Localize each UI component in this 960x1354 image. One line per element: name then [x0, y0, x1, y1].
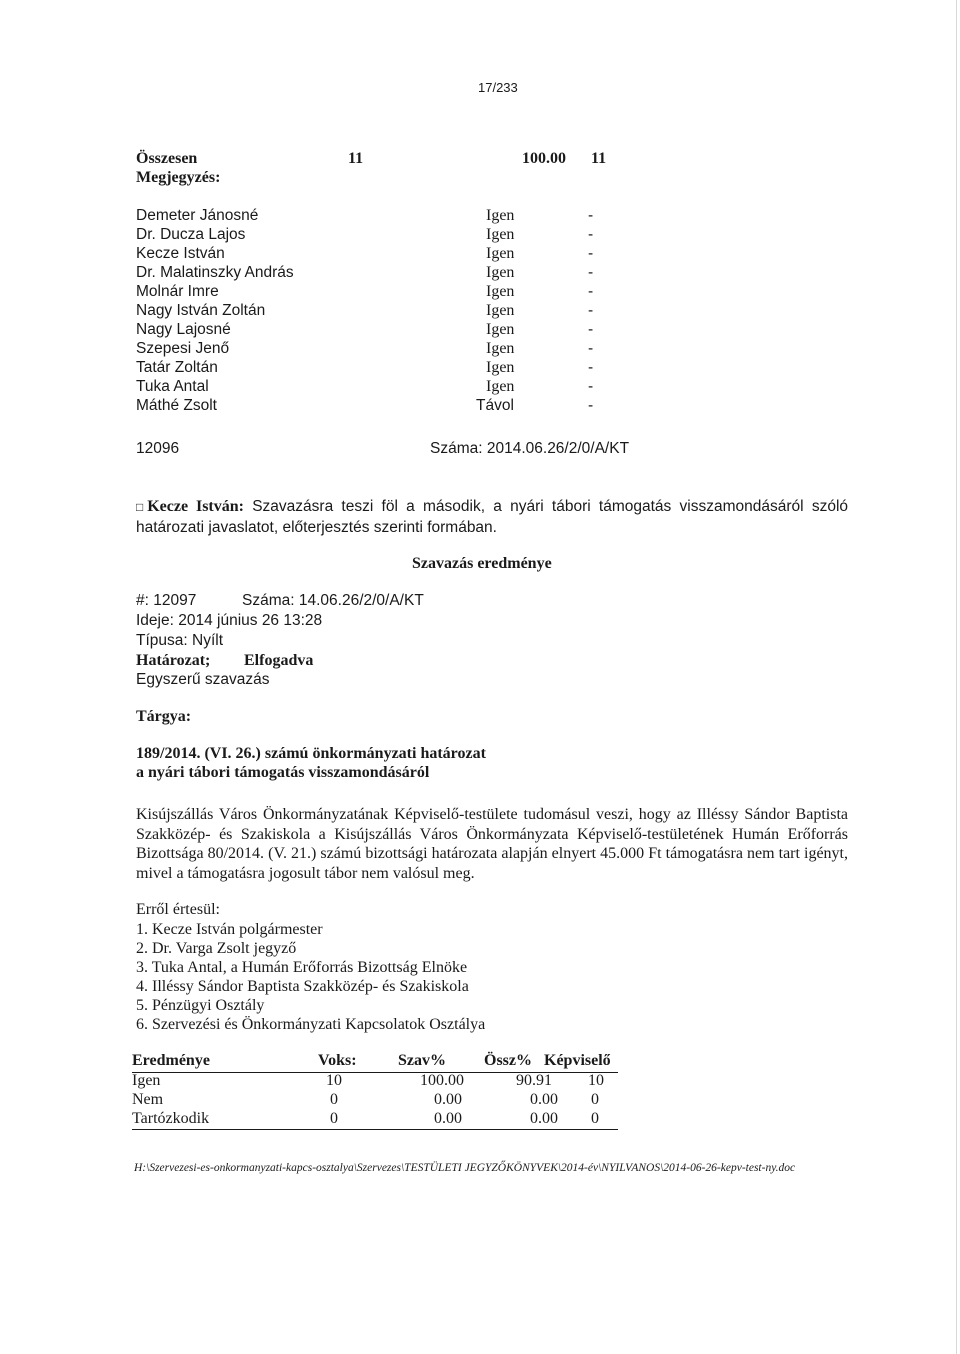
voter-name: Nagy István Zoltán [136, 302, 266, 319]
header-total-percent: Össz% [484, 1052, 532, 1069]
cell-representative: 10 [588, 1072, 604, 1089]
recipient-item: 2. Dr. Varga Zsolt jegyző [136, 940, 297, 957]
vote-mark: - [588, 302, 594, 319]
voter-name: Molnár Imre [136, 283, 219, 300]
vote-mark: - [588, 226, 594, 243]
vote-mark: - [588, 321, 594, 338]
cell-votes: 0 [330, 1091, 338, 1108]
cell-vote-percent: 0.00 [434, 1110, 462, 1127]
vote-row [136, 245, 616, 264]
cell-vote-percent: 0.00 [434, 1091, 462, 1108]
vote-result-number: Száma: 14.06.26/2/0/A/KT [242, 592, 424, 609]
cell-representative: 0 [591, 1091, 599, 1108]
vote-mark: - [588, 264, 594, 281]
vote-value: Igen [486, 264, 515, 281]
vote-result-date: Ideje: 2014 június 26 13:28 [136, 612, 323, 629]
cell-result: Igen [132, 1072, 161, 1089]
results-header [132, 1052, 618, 1073]
table-row [132, 1110, 618, 1130]
record-id: 12096 [136, 440, 180, 457]
voter-name: Dr. Malatinszky András [136, 264, 294, 281]
cell-vote-percent: 100.00 [420, 1072, 464, 1089]
total-count: 11 [348, 150, 364, 167]
vote-value: Távol [476, 397, 514, 414]
cell-total-percent: 90.91 [516, 1072, 552, 1089]
note-label: Megjegyzés: [136, 169, 221, 186]
vote-row [136, 264, 616, 283]
voter-name: Máthé Zsolt [136, 397, 217, 414]
cell-representative: 0 [591, 1110, 599, 1127]
vote-value: Igen [486, 302, 515, 319]
vote-row [136, 283, 616, 302]
total-percent: 100.00 [522, 150, 566, 167]
vote-mode: Egyszerű szavazás [136, 671, 270, 688]
table-row [132, 1072, 618, 1091]
total-label: Összesen [136, 150, 198, 167]
recipient-item: 4. Illéssy Sándor Baptista Szakközép- és Szakiskola [136, 978, 469, 995]
vote-row [136, 207, 616, 226]
vote-value: Igen [486, 226, 515, 243]
voter-name: Szepesi Jenő [136, 340, 230, 357]
voter-name: Kecze István [136, 245, 225, 262]
header-representative: Képviselő [544, 1052, 611, 1069]
scan-edge [956, 0, 957, 1354]
decision-value: Elfogadva [244, 652, 314, 669]
vote-value: Igen [486, 321, 515, 338]
vote-result-heading: Szavazás eredménye [412, 555, 552, 572]
vote-value: Igen [486, 245, 515, 262]
vote-mark: - [588, 397, 594, 414]
vote-row [136, 226, 616, 245]
table-row [132, 1091, 618, 1110]
cell-votes: 10 [326, 1072, 342, 1089]
checkbox-glyph: □ [136, 500, 148, 514]
header-vote-percent: Szav% [398, 1052, 446, 1069]
vote-mark: - [588, 283, 594, 300]
proposal-text: Szavazásra teszi föl a második, a nyári tábori támogatás visszamondásáról szóló határozati javaslatot, előterjesztés szerinti formában. [136, 498, 849, 536]
vote-value: Igen [486, 340, 515, 357]
proposal-paragraph [136, 497, 848, 537]
resolution-body: Kisújszállás Város Önkormányzatának Képviselő-testülete tudomásul veszi, hogy az Illéssy Sándor Baptista Szakközép- és Szakiskola a Kisújszállás Város Önkormányzata Képviselő-testületének Humán Erőforrás Bizottsága 80/2014. (V. 21.) számú bizottsági határozata alapján elnyert 45.000 Ft támogatásra nem tart igényt, mivel a támogatásra jogosult tábor nem valósul meg. [136, 806, 848, 882]
proposal-speaker: Kecze István: [147, 498, 244, 515]
vote-row [136, 340, 616, 359]
vote-mark: - [588, 359, 594, 376]
vote-result-id: #: 12097 [136, 592, 197, 609]
cell-result: Tartózkodik [132, 1110, 210, 1127]
record-number: Száma: 2014.06.26/2/0/A/KT [430, 440, 630, 457]
recipient-item: 3. Tuka Antal, a Humán Erőforrás Bizottság Elnöke [136, 959, 468, 976]
voter-name: Tuka Antal [136, 378, 209, 395]
vote-mark: - [588, 378, 594, 395]
vote-row [136, 378, 616, 397]
vote-value: Igen [486, 283, 515, 300]
vote-mark: - [588, 245, 594, 262]
vote-row [136, 359, 616, 378]
voter-name: Demeter Jánosné [136, 207, 259, 224]
header-result: Eredménye [132, 1052, 210, 1069]
voter-name: Tatár Zoltán [136, 359, 218, 376]
vote-row [136, 302, 616, 321]
voter-name: Dr. Ducza Lajos [136, 226, 246, 243]
cell-votes: 0 [330, 1110, 338, 1127]
vote-value: Igen [486, 359, 515, 376]
vote-row [136, 397, 616, 416]
subject-label: Tárgya: [136, 708, 192, 725]
vote-value: Igen [486, 378, 515, 395]
notify-label: Erről értesül: [136, 901, 220, 918]
resolution-title: 189/2014. (VI. 26.) számú önkormányzati határozat [136, 745, 486, 762]
vote-result-type: Típusa: Nyílt [136, 632, 223, 649]
recipient-item: 1. Kecze István polgármester [136, 921, 323, 938]
cell-result: Nem [132, 1091, 164, 1108]
resolution-subtitle: a nyári tábori támogatás visszamondásáról [136, 764, 430, 781]
vote-mark: - [588, 340, 594, 357]
decision-label: Határozat; [136, 652, 211, 669]
recipient-item: 6. Szervezési és Önkormányzati Kapcsolatok Osztálya [136, 1016, 486, 1033]
recipient-item: 5. Pénzügyi Osztály [136, 997, 265, 1014]
vote-value: Igen [486, 207, 515, 224]
footer-file-path: H:\Szervezesi-es-onkormanyzati-kapcs-osztalya\Szervezes\TESTÜLETI JEGYZŐKÖNYVEK\2014-év\NYILVANOS\2014-06-26-kepv-test-ny.doc [134, 1162, 796, 1174]
vote-row [136, 321, 616, 340]
header-votes: Voks: [318, 1052, 357, 1069]
page-number: 17/233 [478, 80, 518, 95]
voter-name: Nagy Lajosné [136, 321, 231, 338]
vote-mark: - [588, 207, 594, 224]
total-count-2: 11 [591, 150, 607, 167]
cell-total-percent: 0.00 [530, 1110, 558, 1127]
cell-total-percent: 0.00 [530, 1091, 558, 1108]
